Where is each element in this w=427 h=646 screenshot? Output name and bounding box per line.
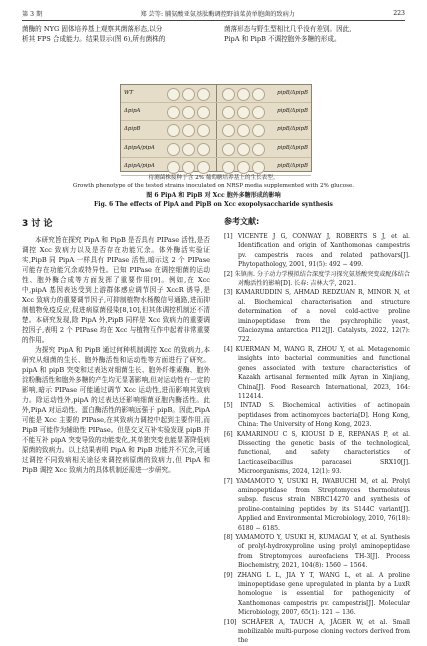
reference-item: [1] VICENTE J G, CONWAY J, ROBERTS S J, et al. Identification and origin of Xanthomonas campestris pv. campestris races and related pathovars[J]. Phytopathology, 2001, 91(5): 492 − 499. bbox=[224, 233, 410, 269]
figure-row bbox=[216, 85, 311, 103]
colony bbox=[222, 161, 235, 174]
figure-row bbox=[216, 121, 311, 139]
reference-item: [9] ZHANG L L, JIA Y T, WANG L, et al. A proline iminopeptidase gene upregulated in planta by a LuxR homologue is essential for pathogenicity of Xanthomonas campestris pv. campestris[J]. Molecular Microbiology, 2007, 65(1): 121 − 136. bbox=[224, 571, 410, 617]
strain-label: pipB/ΔpipB bbox=[277, 90, 308, 96]
colony bbox=[182, 106, 195, 119]
reference-item: [4] KUERMAN M, WANG R, ZHOU Y, et al. Metagenomic insights into bacterial communities and functional genes associated with texture characteristics of Kazakh artisanal fermented milk Ayran in Xinjiang, China[J]. Food Research International, 2023, 164: 112414. bbox=[224, 345, 410, 400]
reference-item: [8] YAMAMOTO Y, USUKI H, KUMAGAI Y, et al. Synthesis of prolyl-hydroxyproline using prolyl aminopeptidase from Streptomyces aureofaciens TH-3[J]. Process Biochemistry, 2021, 104(8): 1560 − 1564. bbox=[224, 534, 410, 570]
references-title: 参考文献: bbox=[224, 217, 260, 226]
intro-right-line-1: 菌落形态与野生型相比几乎没有差别。因此, bbox=[224, 25, 352, 33]
page-number: 223 bbox=[393, 9, 405, 17]
reference-item: [5] INTAD S. Biochemical activities of actinopain peptidases from actinomyces bacteria[D]. Hong Kong, China: The University of Hong Kong, 2023. bbox=[224, 402, 410, 429]
running-title: 郑 芸等: 脯氨酸亚氨基肽酶调控野油菜黄单胞菌的致病力 bbox=[140, 10, 295, 18]
figure-left-column bbox=[121, 85, 217, 171]
colony bbox=[182, 161, 195, 174]
strain-label: pipB/ΔpipB bbox=[277, 108, 308, 115]
reference-item: [7] YAMAMOTO Y, USUKI H, IWABUCHI M, et al. Prolyl aminopeptidase from Streptomyces thermoluteus subsp. fuscus strain NBRC14270 and synthesis of proline-containing peptides by its S144C variant[J]. Applied and Environmental Microbiology, 2010, 76(18): 6180 − 6185. bbox=[224, 477, 410, 532]
intro-line-1: 菌酶的 NYG 固体培养基上观察其菌落形态,以分 bbox=[22, 25, 163, 33]
intro-line-2: 析其 FPS 合成能力。结果显示(图 6),所有菌株的 bbox=[22, 35, 166, 43]
references-list bbox=[224, 232, 410, 646]
strain-label: pipB/ΔpipB bbox=[277, 144, 308, 151]
colony bbox=[237, 161, 250, 174]
figure-row bbox=[121, 85, 216, 103]
colony bbox=[182, 143, 195, 156]
colony bbox=[167, 143, 180, 156]
page-header bbox=[22, 6, 405, 21]
colony bbox=[222, 143, 235, 156]
figure-caption-en: Fig. 6 The effects of PipA and PipB on Xcc exopolysaccharide synthesis bbox=[94, 201, 333, 208]
colony bbox=[237, 88, 250, 101]
strain-label: WT bbox=[124, 90, 134, 96]
figure-right-column bbox=[216, 85, 311, 171]
reference-item: [2] 朱镇南. 分子动力学模拟结合深度学习探究氨基酸突变或配体结合对酶活性的影响[D]. 长春: 吉林大学, 2021. bbox=[224, 270, 410, 288]
colony bbox=[222, 124, 235, 137]
references-column bbox=[224, 216, 410, 646]
colony bbox=[197, 106, 210, 119]
colony bbox=[252, 161, 265, 174]
colony bbox=[237, 124, 250, 137]
discussion-column bbox=[22, 216, 210, 475]
figure-note-en: Growth phenotype of the tested strains inoculated on NRSP media supplemented with 2% glucose. bbox=[72, 183, 355, 189]
strain-label: pipB/ΔpipB bbox=[277, 162, 308, 169]
figure-row bbox=[121, 140, 216, 158]
reference-item: [10] SCHÄFER A, TAUCH A, JÄGER W, et al. Small mobilizable multi-purpose cloning vectors derived from the bbox=[224, 618, 410, 645]
colony bbox=[252, 124, 265, 137]
reference-item: [3] KAMARUDDIN S, AHMAD REDZUAN R, MINOR N, et al. Biochemical characterisation and structure determination of a novel cold-active proline iminopeptidase from the psychrophilic yeast, Glaciozyma antarctica PI12[J]. Catalysts, 2022, 12(7): 722. bbox=[224, 289, 410, 344]
intro-left bbox=[22, 24, 210, 44]
colony bbox=[167, 88, 180, 101]
colony bbox=[182, 124, 195, 137]
figure-row bbox=[121, 103, 216, 121]
strain-label: pipB/ΔpipB bbox=[277, 126, 308, 133]
colony bbox=[182, 88, 195, 101]
discussion-paragraph-1: 本研究旨在探究 PipA 和 PipB 是否具有 PIPase 活性,是否调控 Xcc 致病力以及是否存在功能冗余。体外酶活实验证实,PipB 同 PipA 一样具有 PIPase 活性,暗示这 2 个 PIPase 可能存在功能冗余或特异性。已知 PIPase 在调控细菌的运动性、胞外酶合成等方面发挥了重要作用[9]。例如,在 Xcc 中,pipA 基因表达受到上游群体感应调节因子 XccR 诱导,是 Xcc 致病力的重要调节因子,可抑制植物水杨酸信号通路,进而抑制植物免疫反应,促进病原菌侵染[8,10],但其体调控机制还不清楚。本研究发现,除 PipA 外,PipB 同样是 Xcc 致病力的重要调控因子,表明 2 个 PIPase 均在 Xcc 与植物互作中起着非常重要的作用。 bbox=[22, 236, 210, 344]
strain-label: ΔpipB bbox=[124, 126, 141, 133]
intro-right bbox=[224, 24, 410, 44]
strain-label: ΔpipA/pipA bbox=[124, 162, 155, 169]
colony bbox=[167, 124, 180, 137]
figure-row bbox=[216, 140, 311, 158]
colony bbox=[237, 143, 250, 156]
colony bbox=[167, 106, 180, 119]
strain-label: ΔpipA bbox=[124, 108, 141, 115]
figure-note: 待测菌株接种于含 2% 葡萄糖培养基上的生长表型。 bbox=[148, 175, 279, 181]
colony bbox=[167, 161, 180, 174]
figure-caption-cn: 图 6 PipA 和 PipB 对 Xcc 胞外多糖形成的影响 bbox=[146, 192, 281, 199]
colony bbox=[197, 88, 210, 101]
colony bbox=[252, 143, 265, 156]
section-title: 3 讨 论 bbox=[22, 219, 53, 229]
reference-item: [6] KAMARINOU C S, KIOUSI D E, REPANAS P, et al. Dissecting the genetic basis of the technological, functional, and safety characteristics of Lacticaseibacillus paracasei SRX10[J]. Microorganisms, 2024, 12(1): 93. bbox=[224, 430, 410, 476]
colony bbox=[237, 106, 250, 119]
discussion-paragraph-2: 为探究 PipA 和 PipB 通过何种机制调控 Xcc 的致病力,本研究从细菌的生长、胞外酶活性和运动性等方面进行了研究。pipA 和 pipB 突变和过表达对细菌生长、胞外纤维素酶、胞外淀粉酶活性和胞外多糖的产生均无显著影响,但对运动性有一定的影响,暗示 PIPase 可能通过调节 Xcc 运动性,进而影响其致病力。除运动性外,pipA 的过表达还影响细菌亚胞内酶活性。此外,PipA 对运动性、蛋白酶活性的影响远强于 pipB。因此,PipA 可能是 Xcc 主要的 PIPase,在其致病力调控中起到主要作用,而 PipB 可能作为辅助性 PIPase。但是交叉互补实验发现 pipB 并不能互补 pipA 突变导致的功能变化,其单独突变也能显著降低病原菌的致病力。以上结果表明 PipA 和 PipB 功能并不冗余,可通过调控不同致病相关途径来调控病原菌的致病力,但 PipA 和 PipB 调控 Xcc 致病力的具体机制还需进一步研究。 bbox=[22, 346, 210, 474]
colony bbox=[222, 106, 235, 119]
colony bbox=[222, 88, 235, 101]
issue-label: 第 3 期 bbox=[22, 10, 43, 18]
colony bbox=[197, 124, 210, 137]
colony bbox=[197, 143, 210, 156]
colony bbox=[252, 88, 265, 101]
strain-label: ΔpipA/pipA bbox=[124, 144, 155, 151]
figure-row bbox=[121, 121, 216, 139]
colony bbox=[197, 161, 210, 174]
figure-row bbox=[216, 103, 311, 121]
intro-right-line-2: PipA 和 PipB 不调控胞外多糖的形成。 bbox=[224, 35, 341, 43]
figure-6-panel bbox=[120, 84, 312, 172]
colony bbox=[252, 106, 265, 119]
